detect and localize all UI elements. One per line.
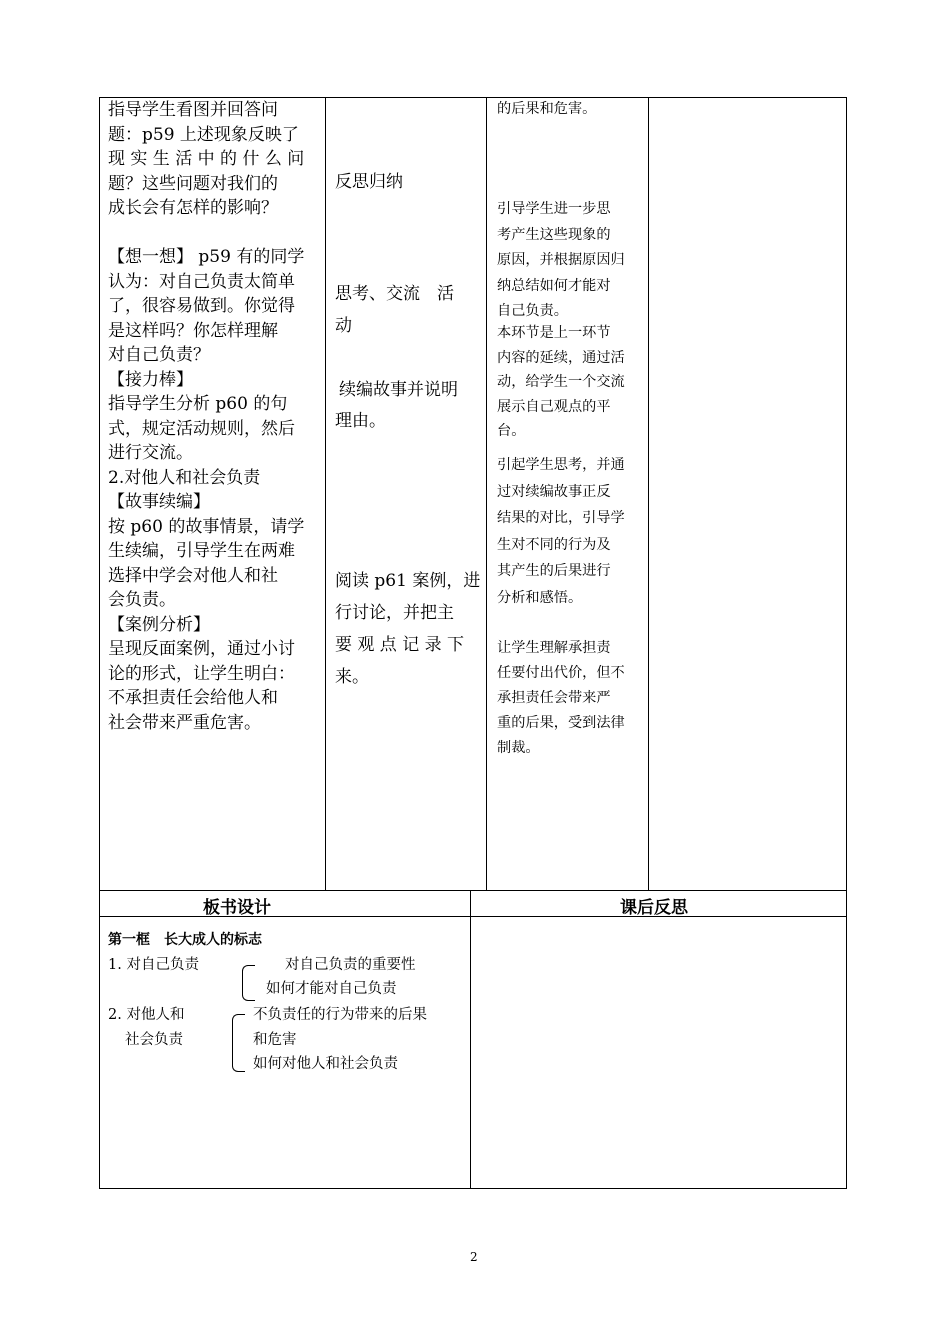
board-item-2-line2: 社会负责 [125, 1032, 183, 1048]
text-line: 社会带来严重危害。 [108, 712, 261, 733]
student-activity-reflect: 反思归纳 [335, 172, 403, 192]
board-brace-2 [232, 1014, 245, 1072]
board-item-2a-cont: 和危害 [253, 1032, 297, 1048]
text-line: 分析和感悟。 [497, 589, 583, 606]
text-line: 本环节是上一环节 [497, 325, 611, 341]
student-activity-case: 行讨论，并把主 [335, 603, 454, 623]
student-activity-story: 理由。 [335, 411, 386, 431]
student-activity-case: 阅读 p61 案例，进 [335, 571, 481, 591]
text-line: 自己负责。 [497, 303, 568, 319]
text-line: 台。 [497, 423, 526, 439]
table-right-border [846, 97, 847, 1189]
text-line: 【想一想】 p59 有的同学 [108, 247, 305, 267]
design-intent-block-a2 [497, 321, 625, 444]
text-line: 指导学生分析 p60 的句 [108, 394, 288, 414]
text-line: 呈现反面案例，通过小讨 [108, 639, 295, 659]
student-activity-story: 续编故事并说明 [339, 380, 458, 400]
text-line: 展示自己观点的平 [497, 398, 611, 415]
text-line: 式，规定活动规则，然后 [108, 418, 295, 439]
text-line: 生对不同的行为及 [497, 536, 611, 553]
board-item-2b: 如何对他人和社会负责 [253, 1056, 398, 1072]
page-number: 2 [470, 1250, 478, 1264]
text-line: 让学生理解承担责 [497, 640, 611, 656]
text-line: 内容的延续，通过活 [497, 349, 625, 366]
text-line: 认为：对自己负责太简单 [108, 271, 295, 292]
text-line: 过对续编故事正反 [497, 483, 611, 500]
text-line: 考产生这些现象的 [497, 226, 611, 243]
reflection-header: 课后反思 [620, 898, 688, 918]
text-line: 承担责任会带来严 [497, 690, 611, 706]
student-activity-discuss: 动 [335, 316, 352, 336]
board-item-1a: 对自己负责的重要性 [285, 957, 416, 973]
text-line: 会负责。 [108, 590, 176, 610]
col-divider-3 [648, 97, 649, 891]
table-left-border [99, 97, 100, 1189]
text-line: 【案例分析】 [108, 614, 210, 635]
board-item-1b: 如何才能对自己负责 [266, 981, 397, 997]
design-intent-block-a [497, 197, 625, 325]
text-line: 引起学生思考，并通 [497, 457, 625, 473]
text-line: 现 实 生 活 中 的 什 么 问 [108, 149, 305, 169]
text-line: 2.对他人和社会负责 [108, 467, 261, 488]
text-line: 重的后果，受到法律 [497, 715, 625, 731]
text-line: 不承担责任会给他人和 [108, 688, 278, 708]
text-line: 指导学生看图并回答问 [108, 100, 278, 120]
bottom-col-divider [470, 890, 471, 1189]
col-divider-1 [325, 97, 326, 891]
text-line: 纳总结如何才能对 [497, 277, 611, 294]
board-item-2a: 不负责任的行为带来的后果 [253, 1007, 427, 1023]
board-item-2-line1: 2. 对他人和 [108, 1007, 185, 1023]
text-line: 动，给学生一个交流 [497, 374, 625, 390]
text-line: 对自己负责？ [108, 345, 210, 365]
text-line: 原因，并根据原因归 [497, 252, 625, 268]
text-line: 生续编，引导学生在两难 [108, 541, 295, 561]
text-line: 【故事续编】 [108, 492, 210, 512]
text-line: 题？这些问题对我们的 [108, 173, 278, 194]
board-title: 第一框 长大成人的标志 [108, 932, 262, 948]
text-line: 结果的对比，引导学 [497, 510, 625, 526]
blank-line [108, 221, 304, 246]
text-line: 按 p60 的故事情景，请学 [108, 516, 305, 537]
student-activity-discuss: 思考、交流 活 [335, 284, 454, 304]
student-activity-case: 要 观 点 记 录 下 [335, 635, 465, 655]
design-intent-top: 的后果和危害。 [497, 101, 597, 117]
text-line: 引导学生进一步思 [497, 201, 611, 217]
design-intent-block-b [497, 452, 625, 611]
board-design-header: 板书设计 [203, 898, 271, 918]
text-line: 制裁。 [497, 740, 540, 756]
header-row-top-border [99, 890, 847, 891]
text-line: 其产生的后果进行 [497, 563, 611, 579]
design-intent-block-c [497, 636, 625, 761]
text-line: 题：p59 上述现象反映了 [108, 124, 299, 145]
text-line: 选择中学会对他人和社 [108, 565, 278, 586]
student-activity-case: 来。 [335, 667, 369, 687]
text-line: 【接力棒】 [108, 369, 193, 390]
text-line: 进行交流。 [108, 443, 193, 463]
board-brace-1 [242, 965, 255, 1001]
text-line: 成长会有怎样的影响？ [108, 198, 278, 218]
text-line: 是这样吗？你怎样理解 [108, 320, 278, 341]
col-divider-2 [486, 97, 487, 891]
teacher-activity-text [108, 98, 304, 735]
text-line: 论的形式，让学生明白： [108, 663, 295, 684]
board-item-1: 1. 对自己负责 [108, 957, 199, 973]
text-line: 了，很容易做到。你觉得 [108, 296, 295, 316]
table-bottom-border [99, 1188, 847, 1189]
text-line: 任要付出代价，但不 [497, 665, 625, 681]
